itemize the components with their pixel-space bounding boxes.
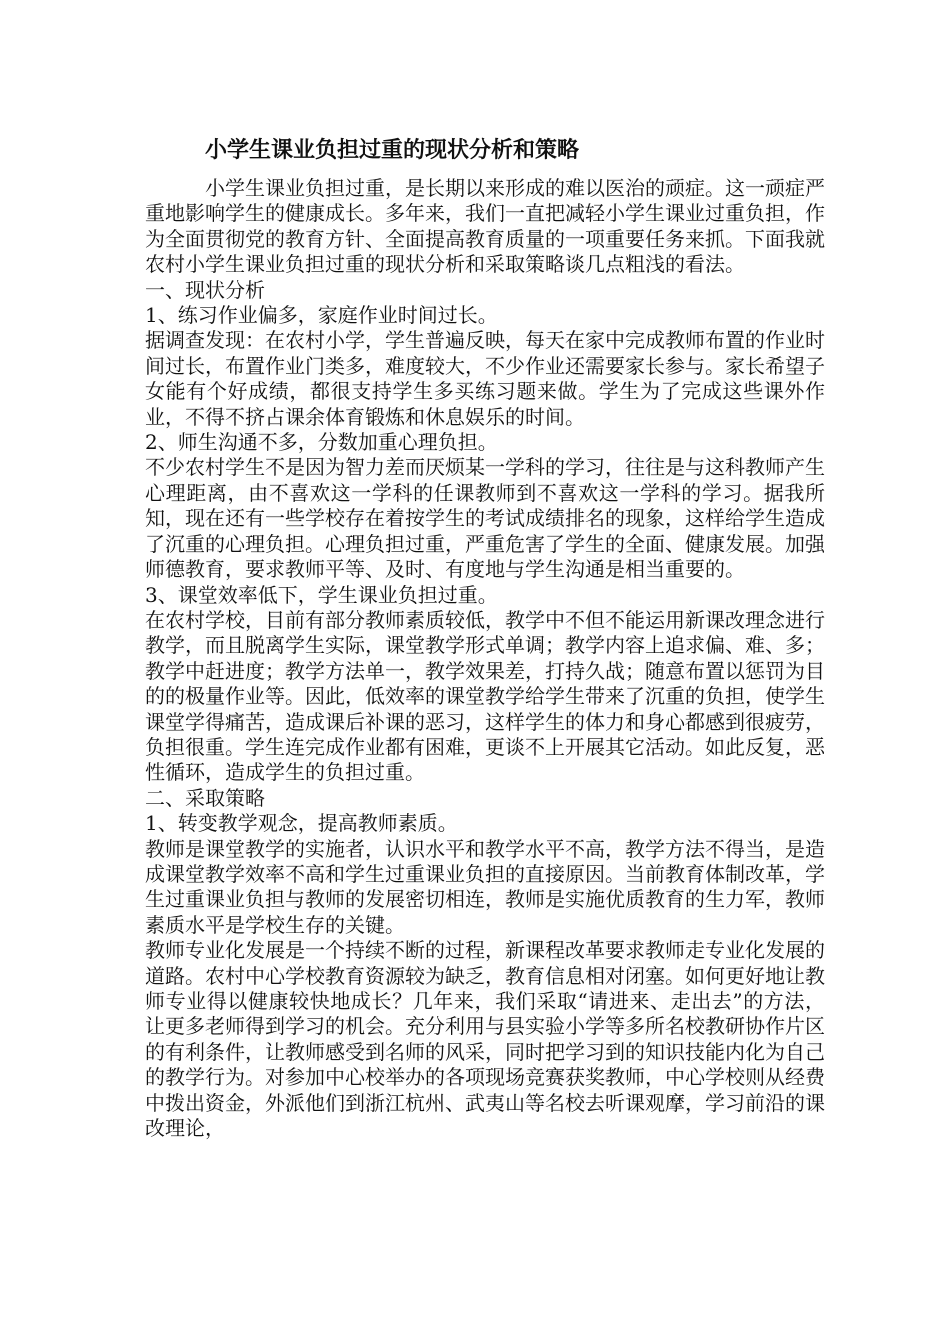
paragraph-homework-survey: 据调查发现：在农村小学，学生普遍反映，每天在家中完成教师布置的作业时间过长，布置作业门类多，难度较大，不少作业还需要家长参与。家长希望子女能有个好成绩，都很支持学生多买练习题来做。学生为了完成这些课外作业，不得不挤占课余体育锻炼和休息娱乐的时间。	[145, 328, 825, 429]
subheading-teaching-concepts: 1、转变教学观念，提高教师素质。	[145, 811, 458, 836]
paragraph-teacher-role: 教师是课堂教学的实施者，认识水平和教学水平不高，教学方法不得当，是造成课堂教学效率不高和学生过重课业负担的直接原因。当前教育体制改革，学生过重课业负担与教师的发展密切相连，教师是实施优质教育的生力军，教师素质水平是学校生存的关键。	[145, 836, 825, 937]
intro-paragraph: 小学生课业负担过重，是长期以来形成的难以医治的顽症。这一顽症严重地影响学生的健康成长。多年来，我们一直把减轻小学生课业过重负担，作为全面贯彻党的教育方针、全面提高教育质量的一项重要任务来抓。下面我就农村小学生课业负担过重的现状分析和采取策略谈几点粗浅的看法。	[145, 176, 825, 277]
document-page	[145, 136, 825, 1141]
section-heading-strategies: 二、采取策略	[145, 785, 265, 810]
paragraph-professional-development: 教师专业化发展是一个持续不断的过程，新课程改革要求教师走专业化发展的道路。农村中心学校教育资源较为缺乏，教育信息相对闭塞。如何更好地让教师专业得以健康较快地成长？几年来，我们采取“请进来、走出去”的方法，让更多老师得到学习的机会。充分利用与县实验小学等多所名校教研协作片区的有利条件，让教师感受到名师的风采，同时把学习到的知识技能内化为自己的教学行为。对参加中心校举办的各项现场竞赛获奖教师，中心学校则从经费中拨出资金，外派他们到浙江杭州、武夷山等名校去听课观摩，学习前沿的课改理论，	[145, 938, 825, 1141]
subheading-homework-overload: 1、练习作业偏多，家庭作业时间过长。	[145, 303, 498, 328]
document-title: 小学生课业负担过重的现状分析和策略	[205, 138, 580, 163]
paragraph-classroom-efficiency: 在农村学校，目前有部分教师素质较低，教学中不但不能运用新课改理念进行教学，而且脱离学生实际，课堂教学形式单调；教学内容上追求偏、难、多；教学中赶进度；教学方法单一，教学效果差，打持久战；随意布置以惩罚为目的的极量作业等。因此，低效率的课堂教学给学生带来了沉重的负担，使学生课堂学得痛苦，造成课后补课的恶习，这样学生的体力和身心都感到很疲劳，负担很重。学生连完成作业都有困难，更谈不上开展其它活动。如此反复，恶性循环，造成学生的负担过重。	[145, 607, 825, 785]
subheading-teacher-student-communication: 2、师生沟通不多，分数加重心理负担。	[145, 430, 498, 455]
paragraph-psychological-burden: 不少农村学生不是因为智力差而厌烦某一学科的学习，往往是与这科教师产生心理距离，由不喜欢这一学科的任课教师到不喜欢这一学科的学习。据我所知，现在还有一些学校存在着按学生的考试成绩排名的现象，这样给学生造成了沉重的心理负担。心理负担过重，严重危害了学生的全面、健康发展。加强师德教育，要求教师平等、及时、有度地与学生沟通是相当重要的。	[145, 455, 825, 582]
subheading-classroom-efficiency: 3、课堂效率低下，学生课业负担过重。	[145, 582, 498, 607]
section-heading-status-analysis: 一、现状分析	[145, 277, 265, 302]
